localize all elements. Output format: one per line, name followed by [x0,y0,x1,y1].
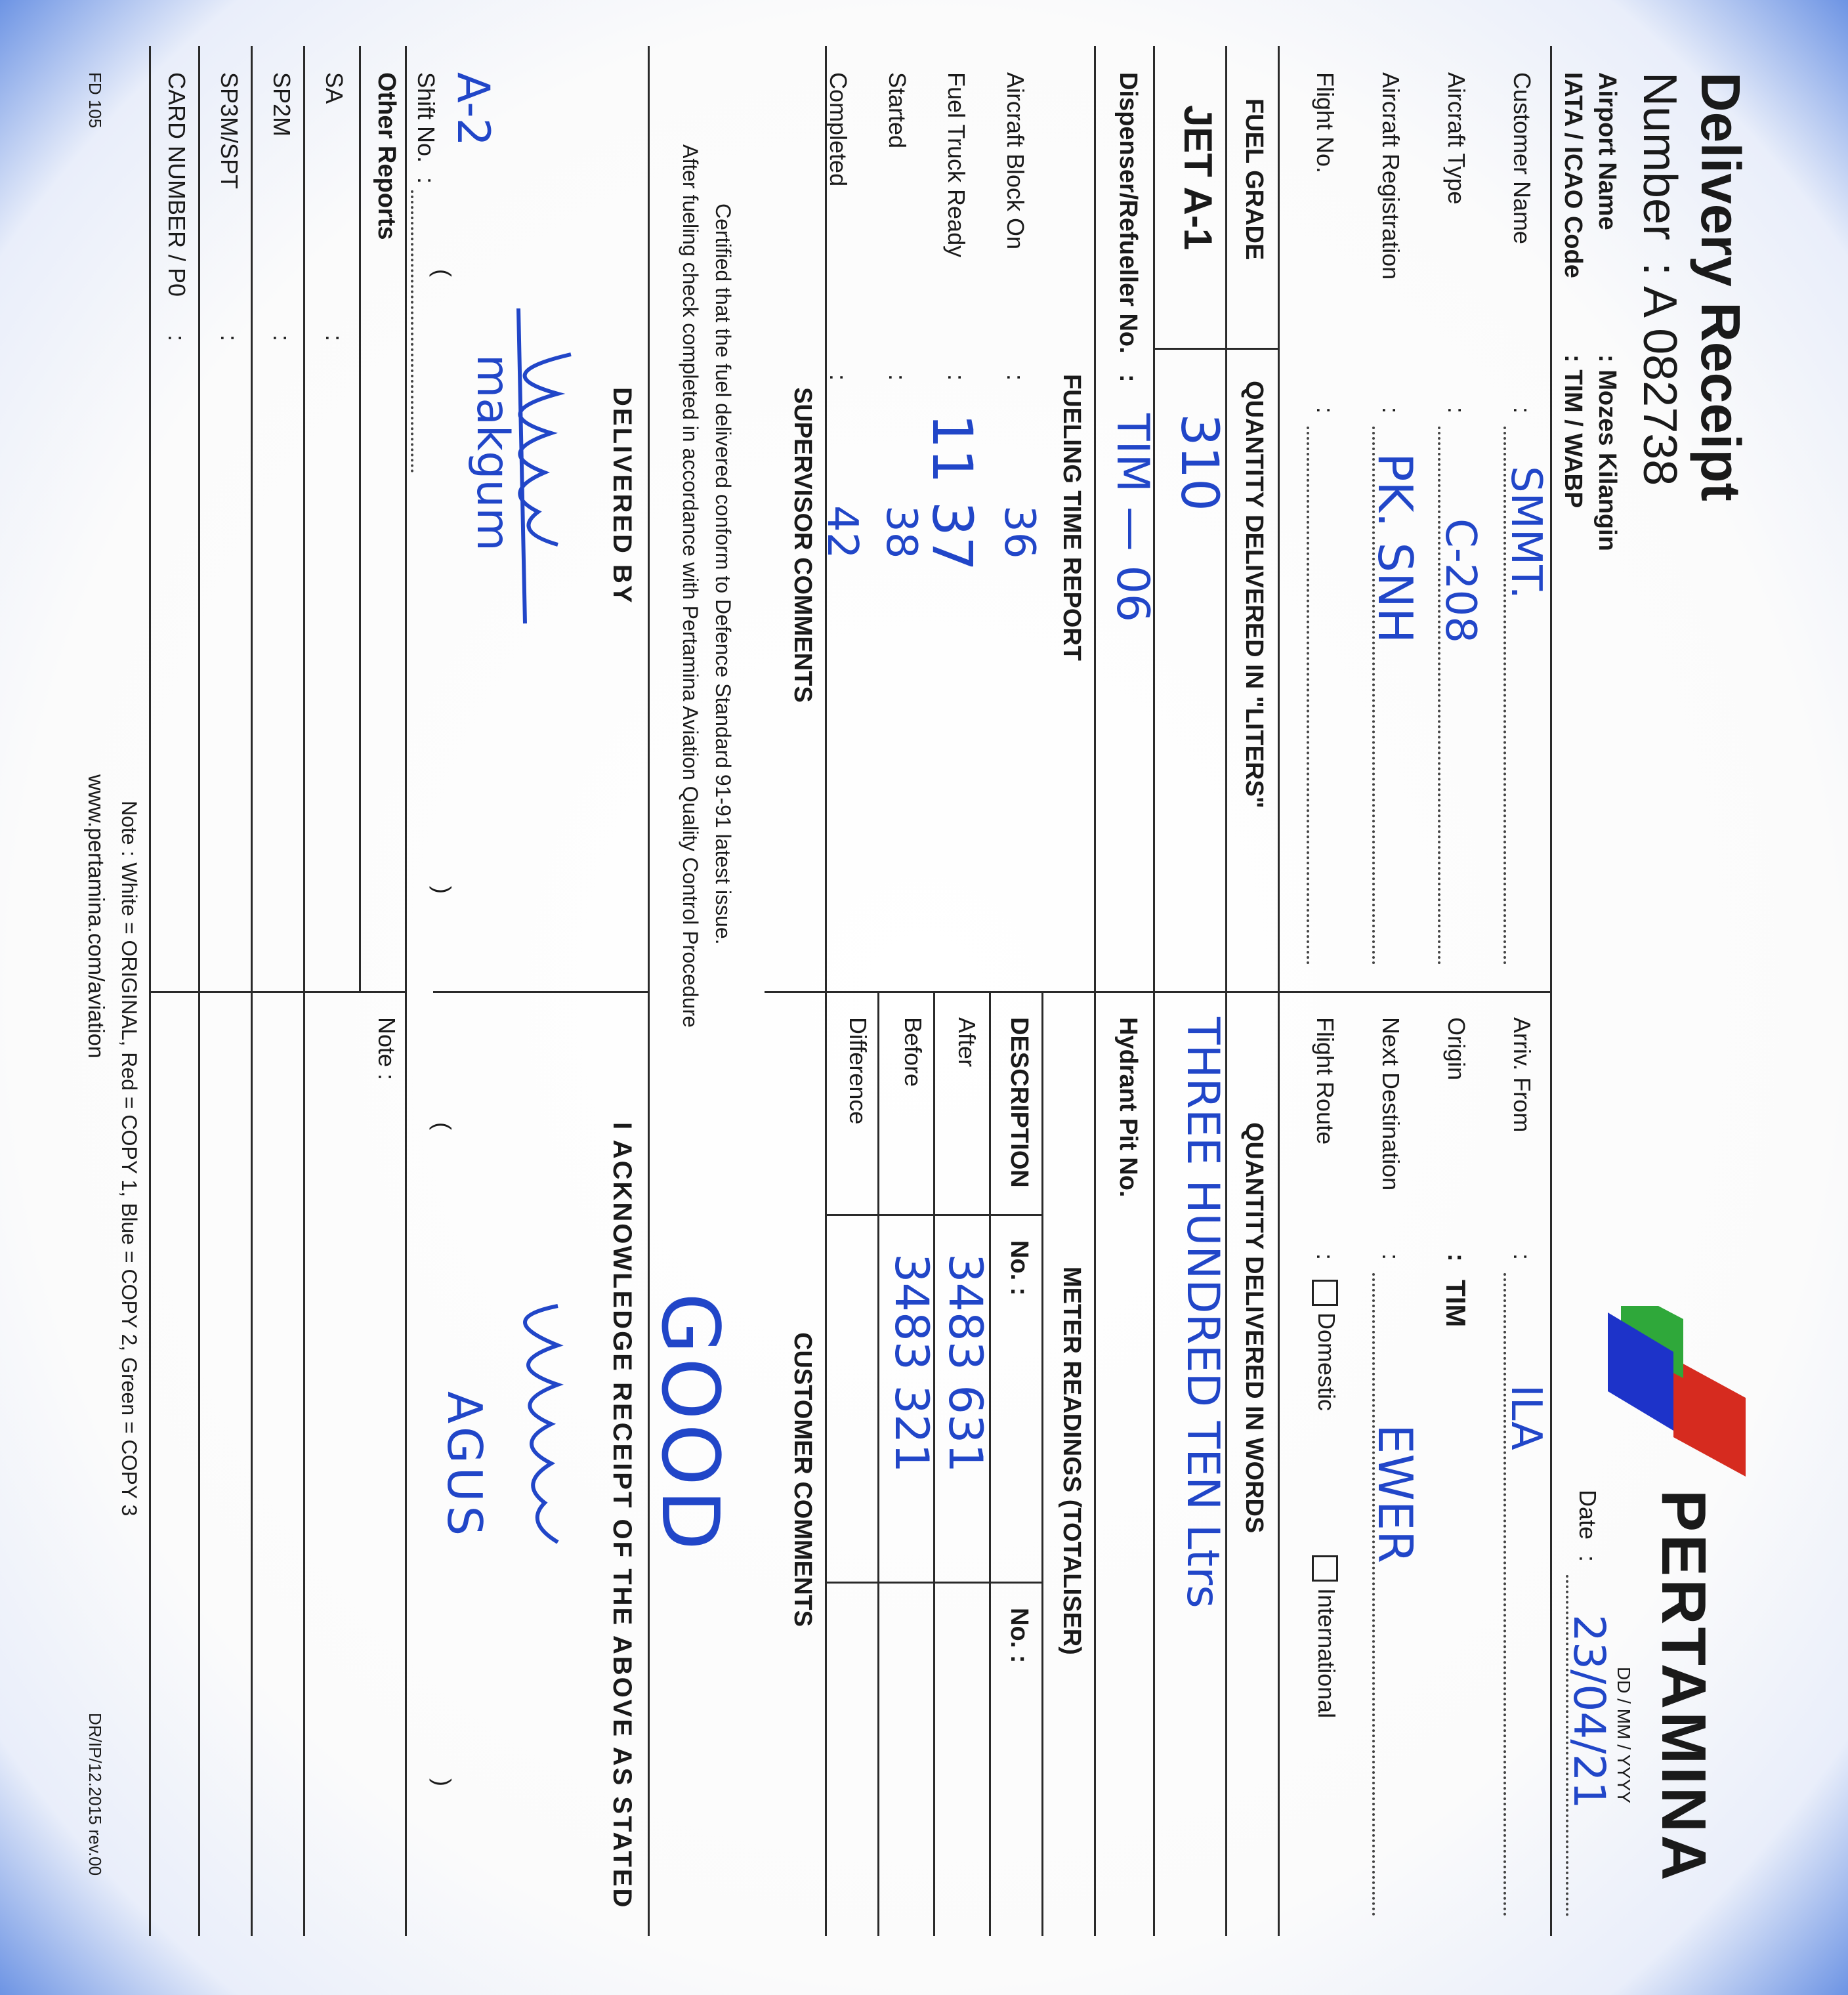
date-label: Date [1574,1490,1601,1540]
meter-no1-header: No. : [1005,1240,1033,1296]
document-area [33,26,1815,1969]
arriv-from-label: Arriv. From [1509,1017,1536,1133]
fuel-truck-ready-value[interactable]: 11 37 [920,413,984,572]
other-reports-note-label: Note : [373,1017,400,1081]
quantity-words-header: QUANTITY DELIVERED IN WORDS [1240,1122,1268,1534]
meter-difference-label: Difference [845,1017,872,1125]
origin-value: TIM [1440,1280,1471,1328]
website-link[interactable]: www.pertamina.com/aviation [83,774,108,1059]
shift-no-label: Shift No. [413,72,440,163]
next-destination-label: Next Destination [1377,1017,1404,1191]
meter-description-header: DESCRIPTION [1005,1017,1033,1188]
iata-label: IATA / ICAO Code [1559,72,1587,278]
certification-line-2: After fueling check completed in accordance with Pertamina Aviation Quality Control Procedure [679,144,702,1028]
quantity-words-value[interactable]: THREE HUNDRED TEN Ltrs [1177,1017,1228,1608]
quantity-liters-header: QUANTITY DELIVERED IN "LITERS" [1240,381,1268,808]
receipt-number: : A 082738 [1633,262,1686,486]
started-value[interactable]: 38 [877,505,925,559]
other-reports-header: Other Reports [373,72,400,240]
delivered-by-name[interactable]: makgum [467,354,518,551]
customer-name-label: Customer Name [1509,72,1536,245]
quantity-liters-value[interactable]: 310 [1169,413,1228,511]
report-sp3m-label: SP3M/SPT [216,72,243,190]
meter-after-label: After [954,1017,980,1068]
airport-label: Airport Name [1593,72,1621,230]
completed-value[interactable]: 42 [818,505,866,559]
acknowledge-header: I ACKNOWLEDGE RECEIPT OF THE ABOVE AS STATED [608,1122,637,1910]
form-code: FD 105 [85,72,105,129]
meter-readings-header: METER READINGS (TOTALISER) [1058,1267,1085,1655]
meter-after-value[interactable]: 3483 631 [938,1253,992,1473]
origin-label: Origin [1443,1017,1470,1081]
domestic-checkbox[interactable]: Domestic [1312,1280,1340,1411]
iata-value: : TIM / WABP [1559,354,1587,509]
international-checkbox[interactable]: International [1312,1555,1340,1718]
checkbox-icon [1312,1555,1338,1582]
dispenser-value[interactable]: TIM — 06 [1106,413,1158,623]
delivered-by-header: DELIVERED BY [608,387,637,605]
report-sp2m-label: SP2M [268,72,295,137]
fueling-time-header: FUELING TIME REPORT [1058,374,1085,661]
customer-comments-header: CUSTOMER COMMENTS [789,1332,816,1627]
copy-color-note: Note : White = ORIGINAL, Red = COPY 1, Blue = COPY 2, Green = COPY 3 [117,801,141,1517]
pertamina-logo-icon [1608,1306,1746,1477]
receipt-title: Delivery Receipt [1690,72,1752,501]
arriv-from-value[interactable]: ILA [1502,1385,1550,1450]
meter-before-label: Before [900,1017,927,1087]
customer-name-value[interactable]: SMMT. [1502,466,1550,599]
delivery-receipt-form: Delivery Receipt Number : A 082738 Airport Name : Mozes Kilangin IATA / ICAO Code : TIM / WABP PERTAMINA DD / MM / YYYY Date : 23/04/21 Customer Name : SMMT. Aircraft Type : C-208 Aircraft Registration : PK. SNH Flight No. : Arriv. From : ILA Origin : TIM Next Destination : EWER Flight Route : Domestic International FUEL GRADE QUANTITY DELIVERED IN "LITERS" QUANTITY DELIVERED IN WORDS JET A-1 310 THREE HUNDRED TEN Ltrs Dispenser/Refueller No. : TIM — 06 Hydrant Pit No. FUELING TIME REPORT Aircraft Block On : 36 Fuel Truck Ready : 11 37 Started : 38 Completed : 42 METER READINGS (TOTALISER) DESCRIPTION No. : No. : After 3483 631 Before 3483 321 Difference SUPERVISOR COMMENTS CUSTOMER COMMENTS GOOD Certified that the fuel delivered conform to Defence Standard 91-91 latest issue. After fueling check completed in accordance with Pertamina Aviation Quality Control Procedure DELIVERED BY I ACKNOWLEDGE RECEIPT OF THE ABOVE AS STATED makgum ( ) AGUS ( ) Shift No. : A-2 Other Reports Note : SA : SP2M : SP3M/SPT : CARD NUMBER / P0 : Note : White = ORIGINAL, Red = COPY 1, Blue = COPY 2, Green = COPY 3 FD 105 www.pertamina.com/aviation DR/IP/12.2015 rev.00 [66,46,1759,1936]
aircraft-registration-label: Aircraft Registration [1377,72,1404,280]
report-sa-label: SA [321,72,348,104]
started-label: Started [884,72,911,149]
aircraft-type-value[interactable]: C-208 [1436,518,1484,643]
aircraft-type-label: Aircraft Type [1443,72,1470,205]
aircraft-registration-value[interactable]: PK. SNH [1368,453,1423,644]
meter-no2-header: No. : [1005,1608,1033,1664]
acknowledge-name[interactable]: AGUS [437,1391,492,1540]
flight-no-label: Flight No. [1312,72,1339,174]
date-format: DD / MM / YYYY [1614,1667,1634,1803]
number-label: Number [1633,72,1686,241]
meter-before-value[interactable]: 3483 321 [885,1253,938,1473]
fuel-grade-value: JET A-1 [1176,105,1220,251]
completed-label: Completed [825,72,852,187]
checkbox-icon [1312,1280,1338,1306]
customer-comment-value[interactable]: GOOD [644,1293,735,1555]
shift-no-value[interactable]: A-2 [447,72,499,146]
date-value[interactable]: 23/04/21 [1564,1614,1614,1809]
next-destination-value[interactable]: EWER [1368,1424,1423,1564]
airport-value: : Mozes Kilangin [1593,354,1621,551]
flight-route-label: Flight Route [1312,1017,1339,1145]
brand-name: PERTAMINA [1648,1490,1719,1883]
supervisor-comments-header: SUPERVISOR COMMENTS [789,387,816,703]
dispenser-label: Dispenser/Refueller No. [1114,72,1142,354]
report-card-number-label: CARD NUMBER / P0 [163,72,190,297]
aircraft-block-on-label: Aircraft Block On [1002,72,1029,250]
fuel-truck-ready-label: Fuel Truck Ready [943,72,970,258]
aircraft-block-on-value[interactable]: 36 [995,505,1043,559]
certification-line-1: Certified that the fuel delivered conform to Defence Standard 91-91 latest issue. [711,203,735,945]
hydrant-pit-label: Hydrant Pit No. [1114,1017,1142,1198]
fuel-grade-header: FUEL GRADE [1240,98,1268,261]
revision-code: DR/IP/12.2015 rev.00 [85,1713,105,1876]
